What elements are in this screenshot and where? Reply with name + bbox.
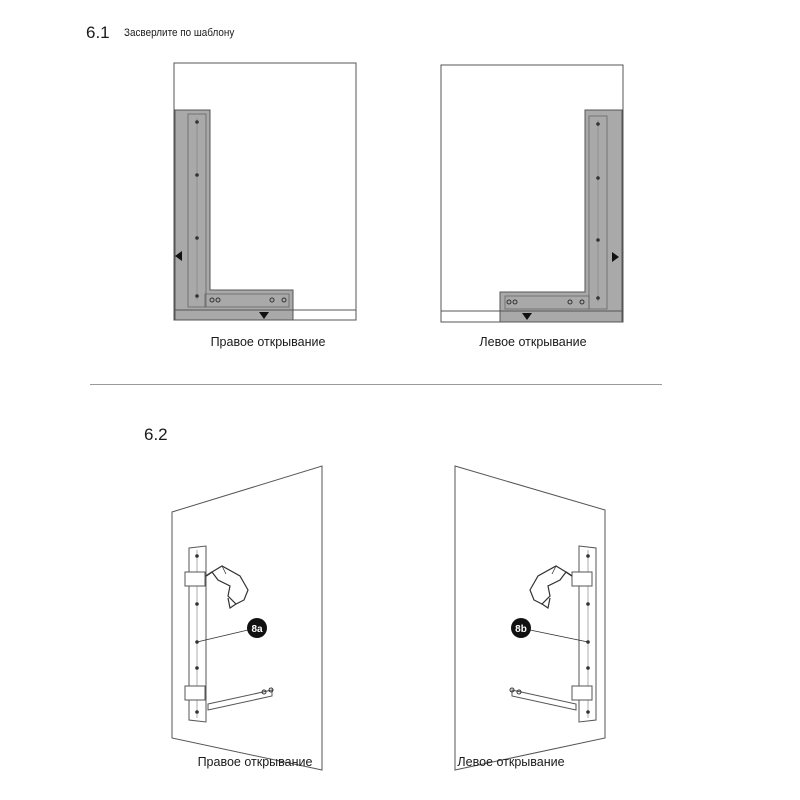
caption-bottom-left: Правое открывание <box>197 755 313 769</box>
caption-top-left: Правое открывание <box>210 335 326 349</box>
callout-8b-label: 8b <box>515 624 527 635</box>
panel-right-opening-template <box>174 63 356 320</box>
callout-8a-label: 8a <box>251 624 263 635</box>
panel-left-opening-template <box>441 65 623 322</box>
caption-top-right: Левое открывание <box>479 335 587 349</box>
step-6-1-number: 6.1 <box>86 23 110 42</box>
step-6-1-instruction: Засверлите по шаблону <box>124 27 235 39</box>
step-6-2-number: 6.2 <box>144 425 168 444</box>
panel-left-opening-perspective <box>455 466 605 770</box>
caption-bottom-right: Левое открывание <box>457 755 565 769</box>
panel-right-opening-perspective <box>172 466 322 770</box>
